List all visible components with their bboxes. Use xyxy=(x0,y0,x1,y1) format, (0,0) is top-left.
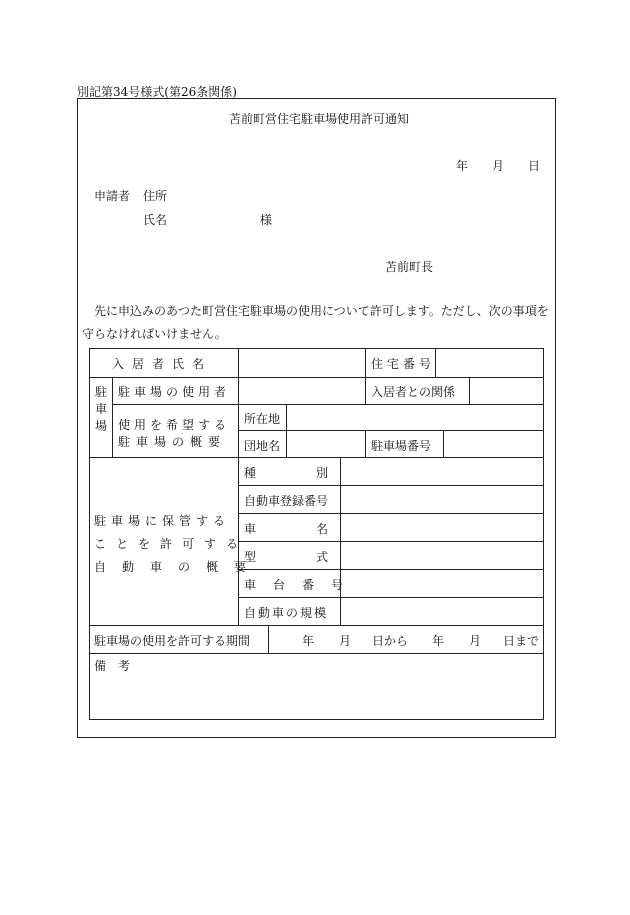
desired-parking-line2: 駐車場の概要 xyxy=(118,435,227,449)
form-number: 別記第34号様式(第26条関係) xyxy=(77,85,237,99)
date-year: 年 xyxy=(456,159,469,173)
period-day-to: 日まで xyxy=(503,634,540,648)
period-year-from: 年 xyxy=(302,634,315,648)
body-text-line2: 守らなければいけません。 xyxy=(82,327,227,341)
period-month-to: 月 xyxy=(469,634,482,648)
body-text-line1: 先に申込みのあつた町営住宅駐車場の使用について許可します。ただし、次の事項を xyxy=(94,304,549,318)
period-year-to: 年 xyxy=(432,634,445,648)
address-label: 住所 xyxy=(143,189,168,203)
parking-number-label: 駐車場番号 xyxy=(371,439,432,453)
house-number-label: 住宅番号 xyxy=(371,357,436,371)
honorific: 様 xyxy=(260,213,273,227)
applicant-label: 申請者 xyxy=(94,189,131,203)
period-label: 駐車場の使用を許可する期間 xyxy=(94,634,251,648)
relation-label: 入居者との関係 xyxy=(371,385,456,399)
vehicle-permit-line1: 駐車場に保管する xyxy=(94,514,231,528)
registration-number-label: 自動車登録番号 xyxy=(244,494,329,508)
parking-vertical-label: 駐車場 xyxy=(94,385,107,433)
car-spec-label: 自動車の規模 xyxy=(244,606,329,620)
complex-name-label: 団地名 xyxy=(244,439,281,453)
kind-label: 種別 xyxy=(244,466,389,480)
name-label: 氏名 xyxy=(143,213,168,227)
period-day-from: 日から xyxy=(372,634,409,648)
desired-parking-line1: 使用を希望する xyxy=(118,418,231,432)
resident-name-label: 入居者氏名 xyxy=(112,357,213,371)
parking-user-label: 駐車場の使用者 xyxy=(118,385,231,399)
vehicle-permit-line3: 自動車の概要 xyxy=(94,560,263,574)
car-name-label: 車名 xyxy=(244,522,389,536)
date-month: 月 xyxy=(492,159,505,173)
location-label: 所在地 xyxy=(244,412,281,426)
chassis-number-label: 車台番号 xyxy=(244,578,361,592)
period-month-from: 月 xyxy=(339,634,352,648)
issuer: 苫前町長 xyxy=(385,260,434,274)
date-day: 日 xyxy=(528,159,541,173)
model-label: 型式 xyxy=(244,550,389,564)
remarks-label: 備考 xyxy=(94,659,143,673)
vehicle-permit-line2: ことを許可する xyxy=(94,537,249,551)
form-title: 苫前町営住宅駐車場使用許可通知 xyxy=(229,112,410,126)
